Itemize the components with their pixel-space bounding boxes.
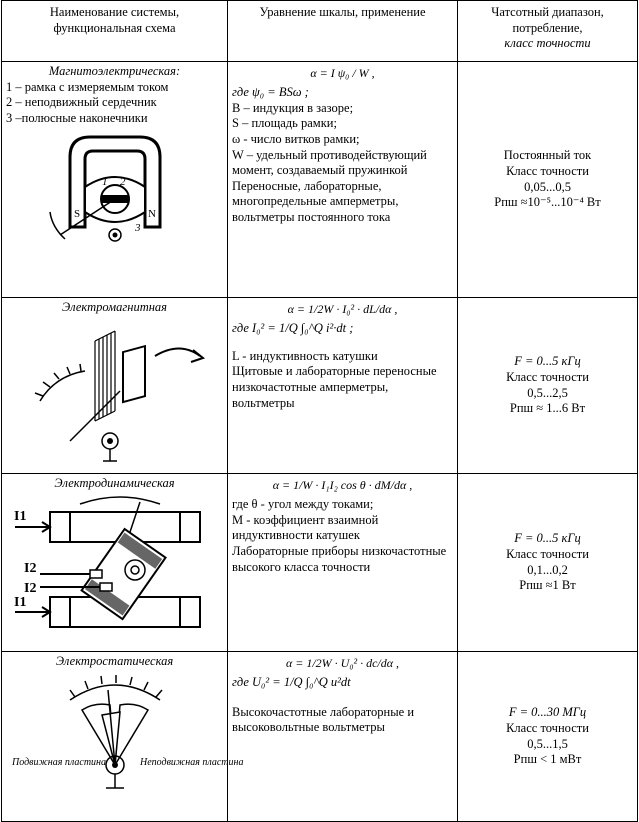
- desc-line: ω - число витков рамки;: [232, 131, 360, 146]
- label-1: 1: [101, 175, 107, 188]
- label-I1-top: I1: [13, 508, 26, 524]
- spec-line: Pпш ≈ 1...6 Вт: [509, 401, 586, 416]
- label-moving-plate: Подвижная пластина: [11, 756, 106, 768]
- desc-line: Щитовые и лабораторные переносные низкочастотные амперметры, вольтметры: [232, 364, 437, 410]
- label-I1-bottom: I1: [13, 594, 26, 610]
- equation-cell: [228, 474, 458, 652]
- spec-line: 0,05...0,5: [524, 179, 571, 194]
- equation-cell: [228, 652, 458, 822]
- spec-line: 0,5...2,5: [527, 385, 568, 400]
- legend-item: 1 – рамка с измеряемым током: [6, 79, 169, 94]
- row-electrodynamic: [2, 474, 638, 652]
- desc-line: B – индукция в зазоре;: [232, 100, 354, 115]
- header-col1: Наименование системы, функциональная схема: [2, 1, 228, 62]
- label-N: N: [147, 207, 156, 220]
- spec-cell: [458, 298, 638, 474]
- spec-cell: [458, 474, 638, 652]
- scale-equation: α = 1/W · I₁I₂ cos θ · dM/dα ,: [272, 478, 413, 492]
- row-electromagnetic: [2, 298, 638, 474]
- desc-line: L - индуктивность катушки: [232, 348, 378, 363]
- spec-line: Класс точности: [506, 720, 589, 735]
- electromagnetic-diagram: [15, 316, 215, 466]
- scale-equation: α = 1/2W · U₀² · dc/dα ,: [285, 656, 400, 670]
- row-electrostatic: [2, 652, 638, 822]
- spec-cell: [458, 62, 638, 298]
- magnetoelectric-diagram: [30, 127, 200, 247]
- spec-line: F = 0...5 кГц: [514, 354, 581, 369]
- spec-line: Pпш ≈10⁻⁵...10⁻⁴ Вт: [494, 195, 601, 210]
- system-title: Электродинамическая: [54, 476, 175, 490]
- equation-cell: [228, 62, 458, 298]
- label-I2-a: I2: [23, 560, 36, 576]
- legend-item: 3 –полюсные наконечники: [6, 110, 148, 125]
- system-cell: [2, 62, 228, 298]
- desc-line: Переносные, лабораторные, многопредельные амперметры, вольтметры постоянного тока: [232, 178, 399, 224]
- spec-line: Постоянный ток: [503, 148, 592, 163]
- spec-line: 0,1...0,2: [527, 562, 568, 577]
- spec-line: Pпш ≈1 Вт: [519, 578, 576, 593]
- label-S: S: [73, 207, 80, 220]
- row-magnetoelectric: [2, 62, 638, 298]
- where-clause: где U₀² = 1/Q ∫₀^Q u²dt: [232, 675, 351, 689]
- scale-equation: α = 1/2W · I₀² · dL/dα ,: [287, 302, 398, 316]
- desc-line: S – площадь рамки;: [232, 116, 337, 131]
- instrument-systems-table: [1, 0, 638, 822]
- spec-line: F = 0...5 кГц: [514, 531, 581, 546]
- desc-line: M - коэффициент взаимной индуктивности катушек: [232, 512, 379, 543]
- scale-equation: α = I ψ₀ / W ,: [310, 66, 375, 80]
- label-2: 2: [119, 175, 125, 188]
- system-title: Магнитоэлектрическая:: [48, 64, 181, 78]
- system-title: Электромагнитная: [62, 300, 167, 314]
- spec-line: Класс точности: [506, 546, 589, 561]
- where-clause: где I₀² = 1/Q ∫₀^Q i²·dt ;: [232, 321, 354, 335]
- header-col3: Чатсотный диапазон, потребление, класс точности: [458, 1, 638, 62]
- electrostatic-diagram: [10, 670, 243, 800]
- system-cell: [2, 474, 228, 652]
- electrodynamic-diagram: [10, 492, 220, 647]
- spec-line: 0,5...1,5: [527, 736, 568, 751]
- label-I2-b: I2: [23, 580, 36, 596]
- legend-item: 2 – неподвижный сердечник: [6, 95, 157, 110]
- label-fixed-plate: Неподвижная пластина: [139, 756, 243, 768]
- desc-line: Высокочастотные лабораторные и высоковольтные вольтметры: [232, 704, 415, 735]
- label-3: 3: [134, 221, 140, 234]
- spec-line: F = 0...30 МГц: [508, 705, 587, 720]
- spec-line: Pпш < 1 мВт: [513, 752, 582, 767]
- system-cell: [2, 652, 243, 822]
- spec-line: Класс точности: [506, 163, 589, 178]
- system-cell: [2, 298, 228, 474]
- spec-cell: [458, 652, 638, 822]
- header-col2: Уравнение шкалы, применение: [228, 1, 458, 62]
- equation-cell: [228, 298, 458, 474]
- where-clause: где ψ₀ = BSω ;: [232, 85, 309, 99]
- desc-line: W – удельный противодействующий момент, создаваемый пружинкой: [232, 147, 427, 178]
- header-row: [2, 1, 638, 62]
- system-title: Электростатическая: [55, 654, 174, 668]
- spec-line: Класс точности: [506, 369, 589, 384]
- desc-line: где θ - угол между токами;: [232, 497, 374, 511]
- desc-line: Лабораторные приборы низкочастотные высокого класса точности: [232, 543, 447, 574]
